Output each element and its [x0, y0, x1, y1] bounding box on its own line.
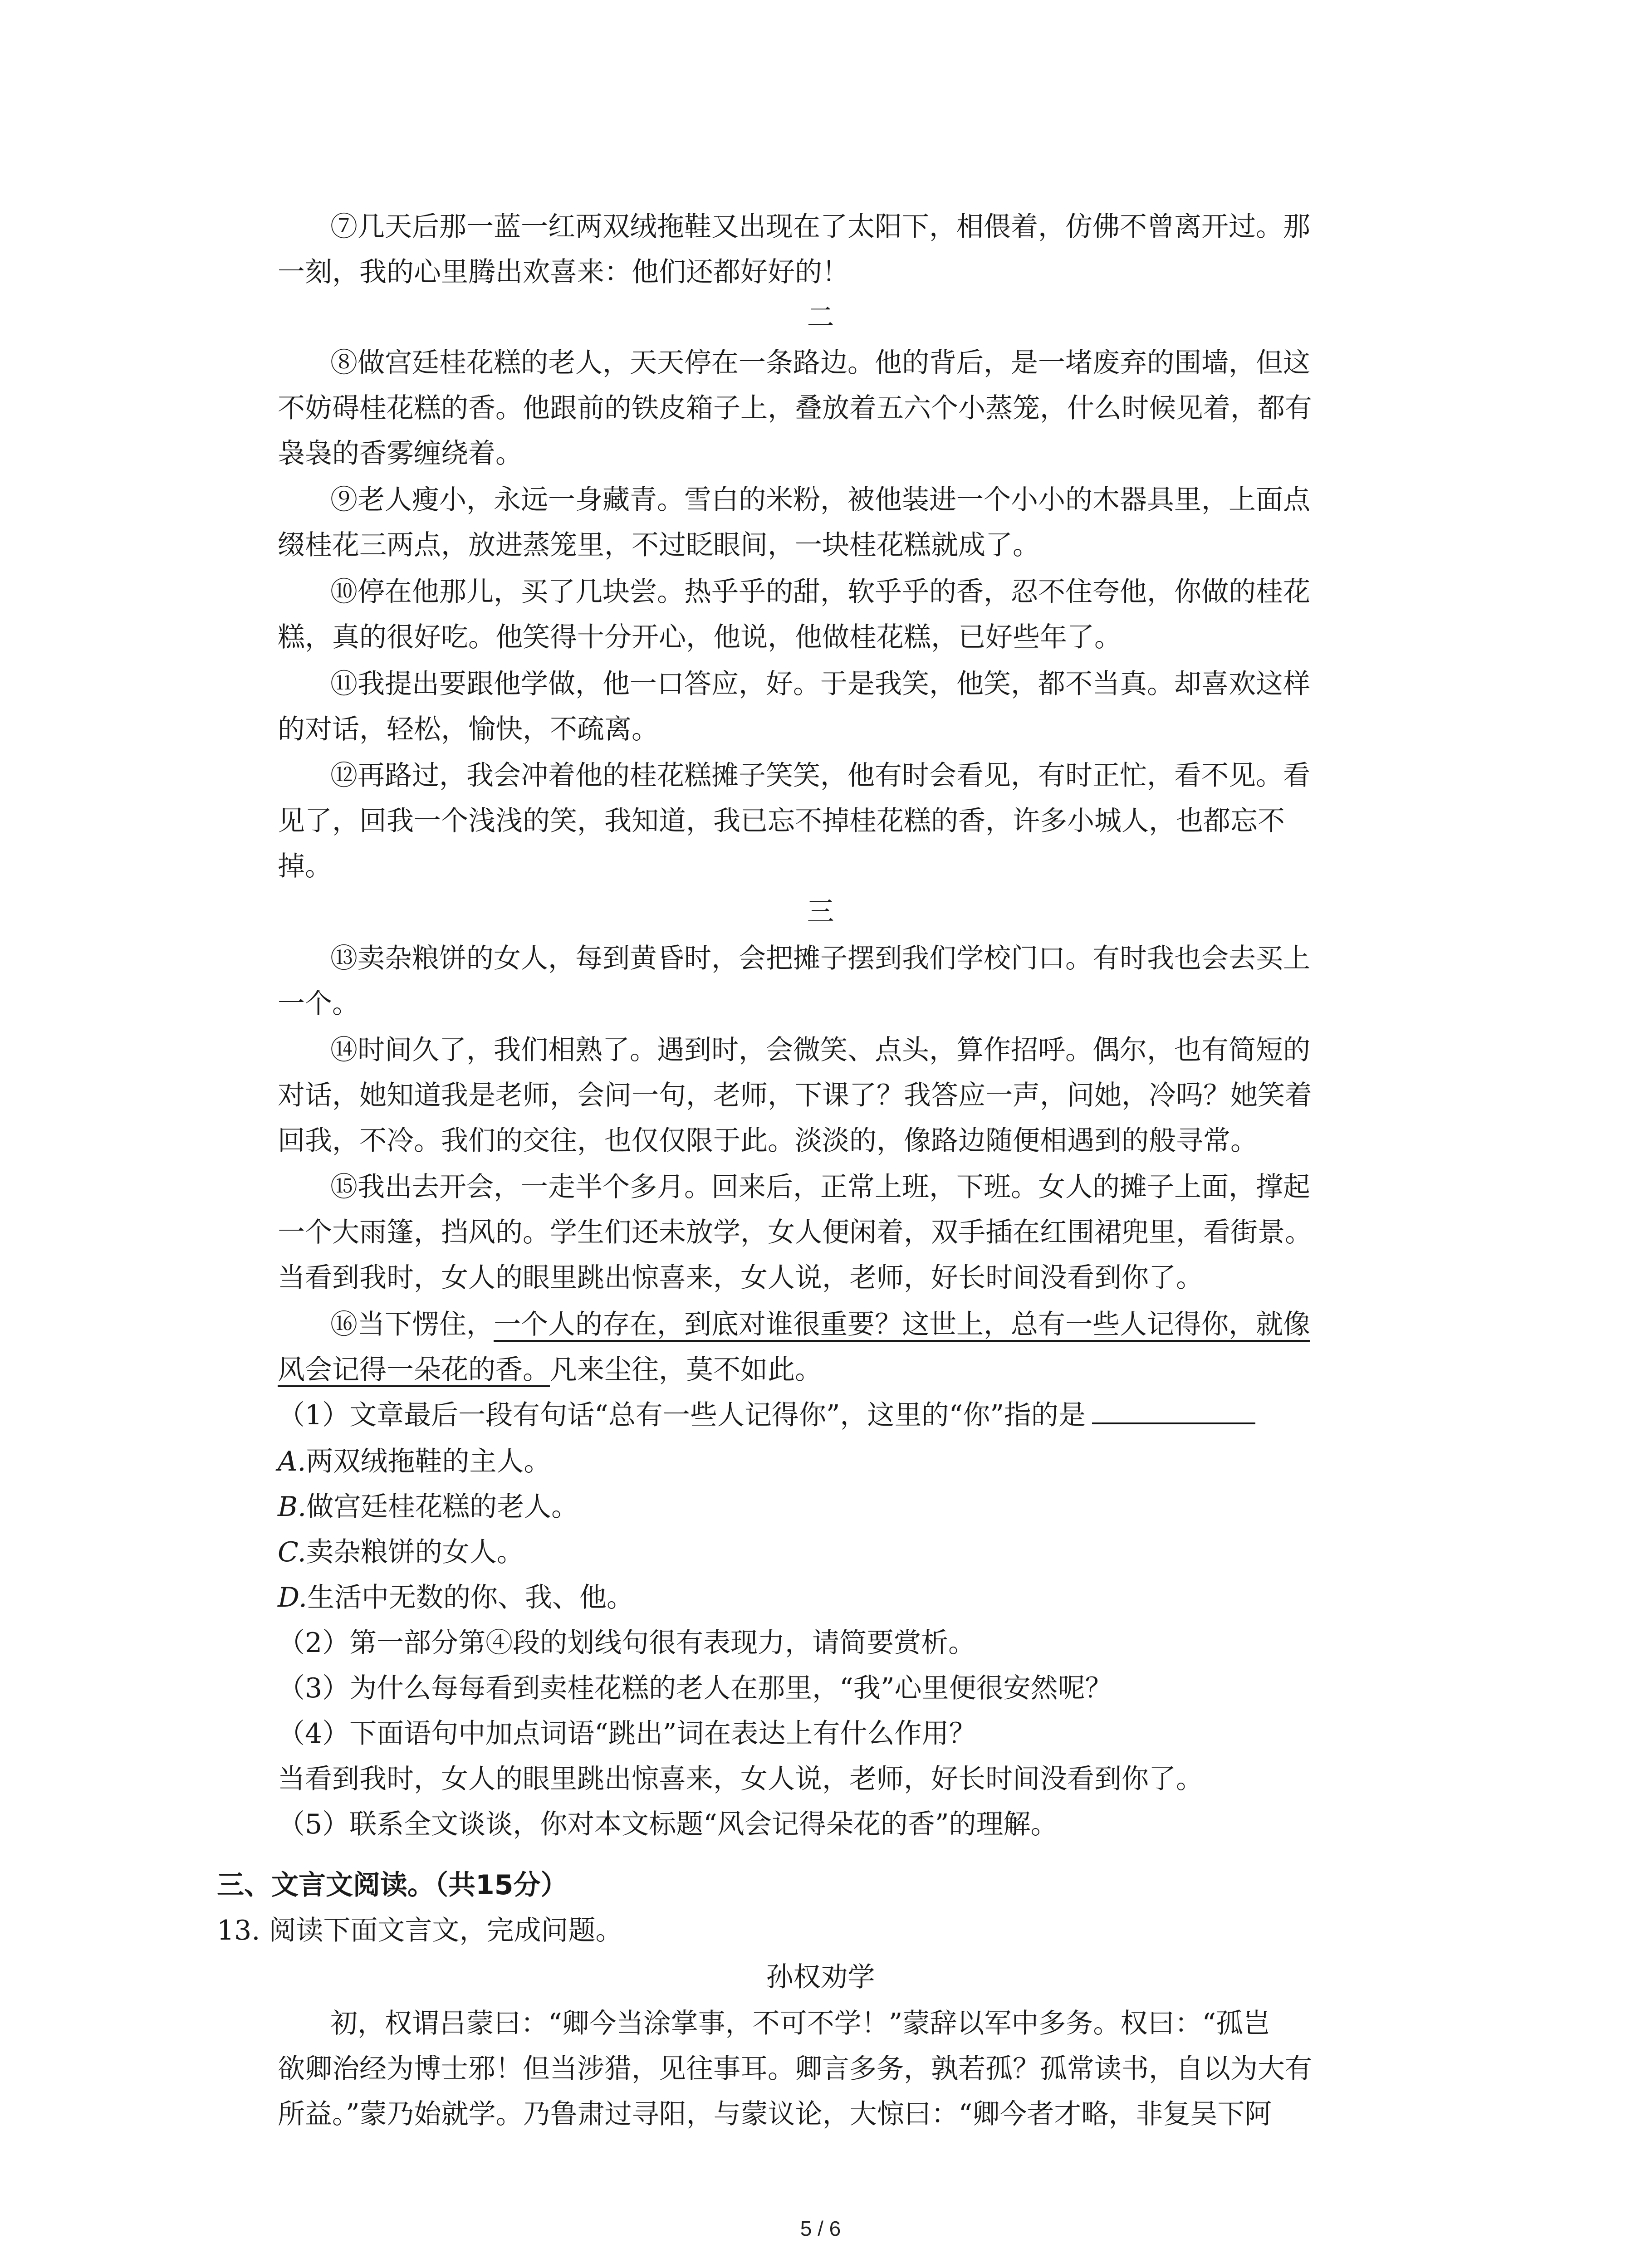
paragraph-13-line-1: ⑬卖杂粮饼的女人，每到黄昏时，会把摊子摆到我们学校门口。有时我也会去买上 — [330, 943, 1310, 974]
paragraph-14-line-1: ⑭时间久了，我们相熟了。遇到时，会微笑、点头，算作招呼。偶尔，也有简短的 — [330, 1034, 1310, 1066]
option-d — [278, 1577, 634, 1618]
question-5: （5）联系全文谈谈，你对本文标题“风会记得朵花的香”的理解。 — [278, 1809, 1058, 1840]
section-two-heading: 二 — [807, 302, 834, 333]
classical-line-2: 欲卿治经为博士邪！但当涉猎，见往事耳。卿言多务，孰若孤？孤常读书，自以为大有 — [278, 2053, 1312, 2085]
paragraph-14-line-3: 回我，不冷。我们的交往，也仅仅限于此。淡淡的，像路边随便相遇到的般寻常。 — [278, 1125, 1258, 1157]
paragraph-8-line-3: 袅袅的香雾缠绕着。 — [278, 438, 523, 469]
paragraph-10-line-2: 糕，真的很好吃。他笑得十分开心，他说，他做桂花糕，已好些年了。 — [278, 621, 1122, 653]
section-three-heading: 三 — [807, 896, 834, 928]
question-4: （4）下面语句中加点词语“跳出”词在表达上有什么作用？ — [278, 1718, 976, 1750]
underlined-sentence-part-1: 一个人的存在，到底对谁很重要？这世上，总有一些人记得你，就像 — [494, 1309, 1310, 1340]
option-c-text: 卖杂粮饼的女人。 — [306, 1536, 524, 1568]
paragraph-15-line-1: ⑮我出去开会，一走半个多月。回来后，正常上班，下班。女人的摊子上面，撑起 — [330, 1171, 1310, 1203]
paragraph-15-line-2: 一个大雨篷，挡风的。学生们还未放学，女人便闲着，双手插在红围裙兜里，看街景。 — [278, 1217, 1312, 1248]
paragraph-14-line-2: 对话，她知道我是老师，会问一句，老师，下课了？我答应一声，问她，冷吗？她笑着 — [278, 1080, 1312, 1111]
paragraph-11-line-1: ⑪我提出要跟他学做，他一口答应，好。于是我笑，他笑，都不当真。却喜欢这样 — [330, 668, 1310, 700]
paragraph-7-line-2: 一刻，我的心里腾出欢喜来：他们还都好好的！ — [278, 256, 849, 288]
option-b-letter: B. — [278, 1491, 307, 1523]
paragraph-11-line-2: 的对话，轻松，愉快，不疏离。 — [278, 714, 659, 745]
option-d-text: 生活中无数的你、我、他。 — [307, 1582, 634, 1613]
paragraph-13-line-2: 一个。 — [278, 988, 359, 1020]
option-a-text: 两双绒拖鞋的主人。 — [306, 1446, 551, 1477]
page-number: 5 / 6 — [800, 2217, 841, 2240]
question-1-text: （1）文章最后一段有句话“总有一些人记得你”，这里的“你”指的是 — [278, 1399, 1086, 1431]
question-3: （3）为什么每每看到卖桂花糕的老人在那里，“我”心里便很安然呢？ — [278, 1672, 1112, 1704]
question-13: 13. 阅读下面文言文，完成问题。 — [217, 1915, 623, 1946]
option-c-letter: C. — [278, 1536, 306, 1568]
question-2: （2）第一部分第④段的划线句很有表现力，请简要赏析。 — [278, 1627, 976, 1659]
option-b-text: 做宫廷桂花糕的老人。 — [306, 1491, 579, 1523]
paragraph-16-line-2 — [278, 1349, 822, 1390]
classical-title: 孙权劝学 — [766, 1961, 875, 1993]
option-a — [278, 1441, 551, 1482]
option-d-letter: D. — [278, 1582, 308, 1613]
paragraph-16-intro: ⑯当下愣住， — [330, 1309, 494, 1340]
option-c — [278, 1532, 524, 1573]
paragraph-16-ending: 凡来尘往，莫不如此。 — [550, 1354, 822, 1386]
paragraph-9-line-1: ⑨老人瘦小，永远一身藏青。雪白的米粉，被他装进一个小小的木器具里，上面点 — [330, 484, 1310, 516]
paragraph-10-line-1: ⑩停在他那儿，买了几块尝。热乎乎的甜，软乎乎的香，忍不住夸他，你做的桂花 — [330, 576, 1310, 608]
question-1 — [278, 1395, 1255, 1436]
paragraph-16-line-1 — [330, 1304, 1310, 1345]
paragraph-7-line-1: ⑦几天后那一蓝一红两双绒拖鞋又出现在了太阳下，相偎着，仿佛不曾离开过。那 — [330, 211, 1310, 243]
question-4-sentence: 当看到我时，女人的眼里跳出惊喜来，女人说，老师，好长时间没看到你了。 — [278, 1763, 1203, 1795]
answer-blank — [1092, 1400, 1255, 1424]
part-3-heading: 三、文言文阅读。（共15分） — [217, 1869, 568, 1901]
classical-line-1: 初，权谓吕蒙曰：“卿今当涂掌事，不可不学！”蒙辞以军中多务。权曰：“孤岂 — [330, 2008, 1271, 2039]
option-a-letter: A. — [278, 1446, 306, 1477]
paragraph-12-line-3: 掉。 — [278, 850, 332, 882]
classical-line-3: 所益。”蒙乃始就学。乃鲁肃过寻阳，与蒙议论，大惊曰：“卿今者才略，非复吴下阿 — [278, 2098, 1272, 2130]
option-b — [278, 1486, 578, 1527]
paragraph-12-line-1: ⑫再路过，我会冲着他的桂花糕摊子笑笑，他有时会看见，有时正忙，看不见。看 — [330, 760, 1310, 792]
paragraph-15-line-3: 当看到我时，女人的眼里跳出惊喜来，女人说，老师，好长时间没看到你了。 — [278, 1262, 1203, 1294]
paragraph-8-line-2: 不妨碍桂花糕的香。他跟前的铁皮箱子上，叠放着五六个小蒸笼，什么时候见着，都有 — [278, 392, 1312, 424]
underlined-sentence-part-2: 风会记得一朵花的香。 — [278, 1354, 550, 1386]
paragraph-12-line-2: 见了，回我一个浅浅的笑，我知道，我已忘不掉桂花糕的香，许多小城人，也都忘不 — [278, 805, 1285, 837]
paragraph-8-line-1: ⑧做宫廷桂花糕的老人，天天停在一条路边。他的背后，是一堵废弃的围墙，但这 — [330, 347, 1310, 379]
paragraph-9-line-2: 缀桂花三两点，放进蒸笼里，不过眨眼间，一块桂花糕就成了。 — [278, 529, 1040, 561]
